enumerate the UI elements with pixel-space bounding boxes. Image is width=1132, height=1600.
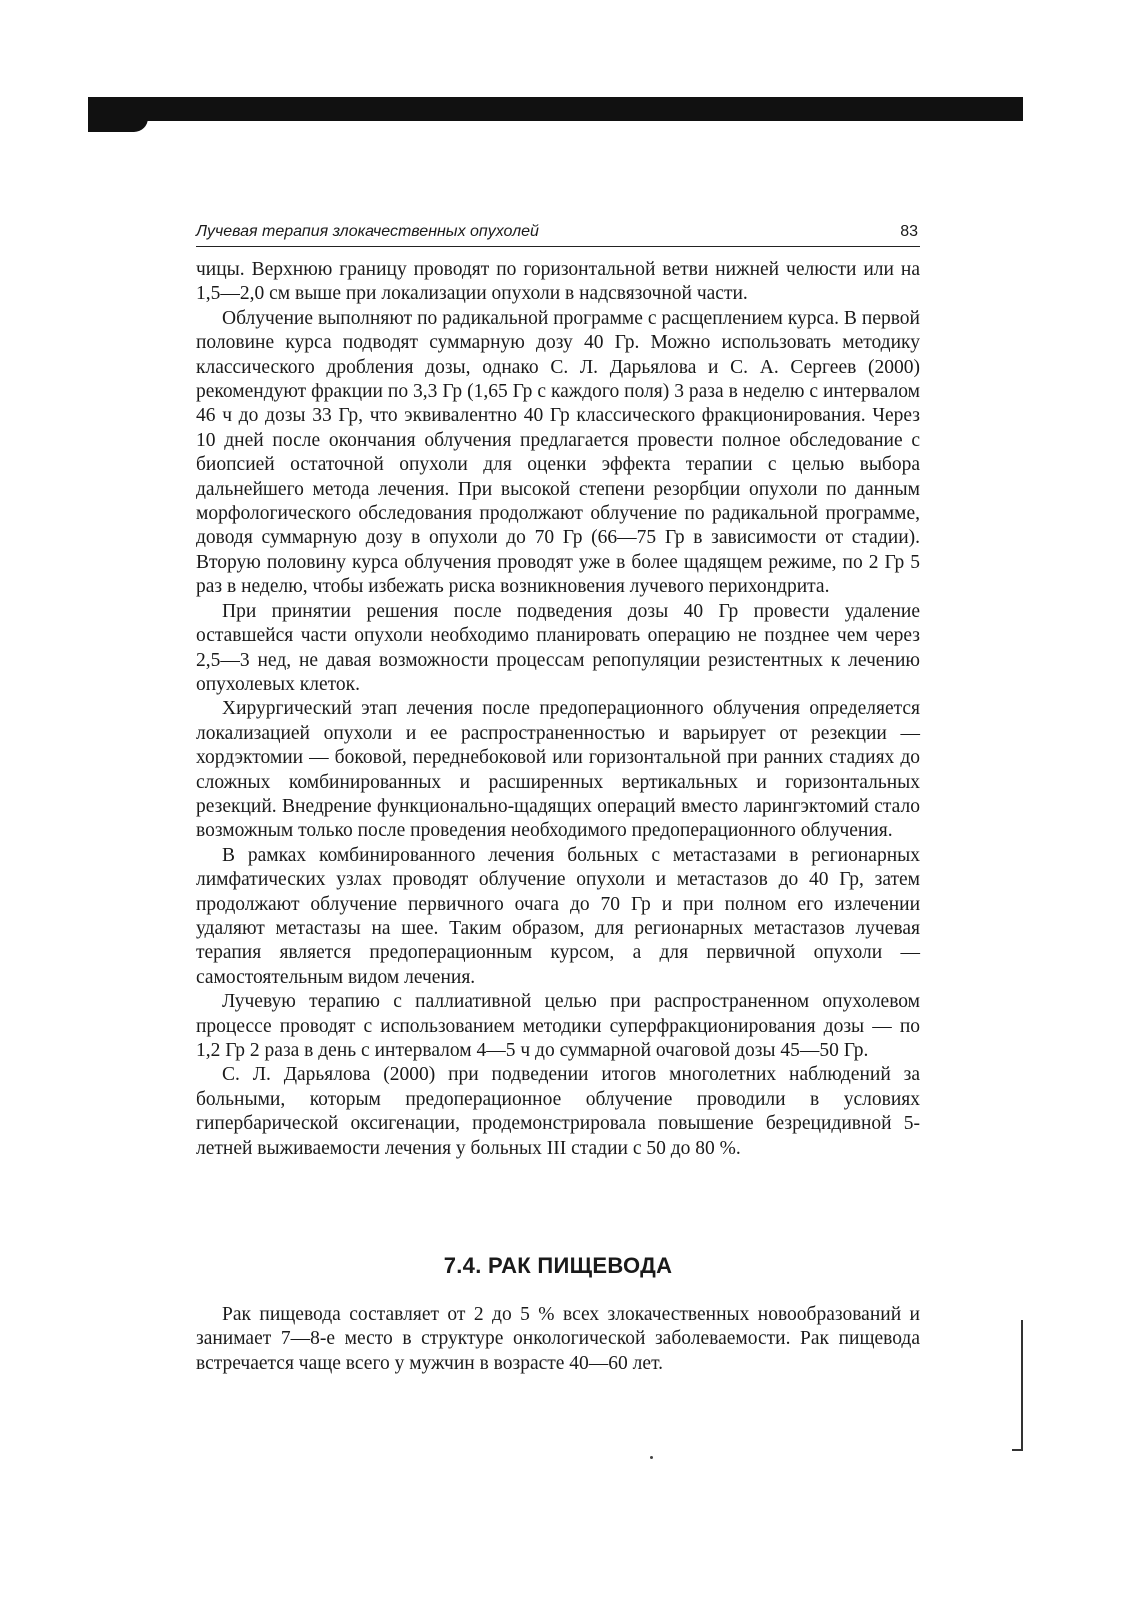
running-header	[196, 222, 920, 247]
top-decorative-bar	[88, 97, 1023, 121]
paragraph-5: В рамках комбинированного лечения больных с метастазами в регионарных лимфатических узлах проводят облучение опухоли и метастазов до 40 Гр, затем продолжают облучение первичного очага до 70 Гр и при полном его излечении удаляют метастазы на шее. Таким образом, для регионарных метастазов лучевая терапия является предоперационным курсом, а для первичной опухоли — самостоятельным видом лечения.	[196, 844, 920, 988]
section-paragraph-1: Рак пищевода составляет от 2 до 5 % всех злокачественных новообразований и занимает 7—8-е место в структуре онкологической заболеваемости. Рак пищевода встречается чаще всего у мужчин в возрасте 40—60 лет.	[196, 1304, 920, 1374]
paragraph-4: Хирургический этап лечения после предоперационного облучения определяется локализацией опухоли и ее распространенностью и варьирует от резекции — хордэктомии — боковой, переднебоковой или горизонтальной при ранних стадиях до сложных комбинированных и расширенных вертикальных и горизонтальных резекций. Внедрение функционально-щадящих операций вместо ларингэктомий стало возможным только после проведения необходимого предоперационного облучения.	[196, 698, 920, 842]
top-bar-notch	[88, 118, 148, 132]
section-body-text	[196, 1303, 920, 1376]
body-text	[196, 258, 920, 1161]
margin-scan-tick	[1012, 1449, 1023, 1451]
page-number: 83	[900, 223, 918, 240]
paragraph-2: Облучение выполняют по радикальной программе с расщеплением курса. В первой половине курса подводят суммарную дозу 40 Гр. Можно использовать методику классического дробления дозы, однако С. Л. Дарьялова и С. А. Сергеев (2000) рекомендуют фракции по 3,3 Гр (1,65 Гр с каждого поля) 3 раза в неделю с интервалом 46 ч до дозы 33 Гр, что эквивалентно 40 Гр классического фракционирования. Через 10 дней после окончания облучения предлагается провести полное обследование с биопсией остаточной опухоли для оценки эффекта терапии с целью выбора дальнейшего метода лечения. При высокой степени резорбции опухоли по данным морфологического обследования продолжают облучение по радикальной программе, доводя суммарную дозу в опухоли до 70 Гр (66—75 Гр в зависимости от стадии). Вторую половину курса облучения проводят уже в более щадящем режиме, по 2 Гр 5 раз в неделю, чтобы избежать риска возникновения лучевого перихондрита.	[196, 307, 920, 598]
section-heading: 7.4. РАК ПИЩЕВОДА	[443, 1253, 673, 1278]
paragraph-6: Лучевую терапию с паллиативной целью при распространенном опухолевом процессе проводят с использованием методики суперфракционирования дозы — по 1,2 Гр 2 раза в день с интервалом 4—5 ч до суммарной очаговой дозы 45—50 Гр.	[196, 991, 920, 1061]
margin-scan-line	[1021, 1320, 1023, 1450]
running-title: Лучевая терапия злокачественных опухолей	[196, 223, 539, 240]
paragraph-7: С. Л. Дарьялова (2000) при подведении итогов многолетних наблюдений за больными, которым предоперационное облучение проводили в условиях гипербарической оксигенации, продемонстрировала повышение безрецидивной 5-летней выживаемости лечения у больных III стадии с 50 до 80 %.	[196, 1064, 920, 1159]
paragraph-3: При принятии решения после подведения дозы 40 Гр провести удаление оставшейся части опухоли необходимо планировать операцию не позднее чем через 2,5—3 нед, не давая возможности процессам репопуляции резистентных к лечению опухолевых клеток.	[196, 600, 920, 695]
scan-speck	[650, 1456, 653, 1459]
paragraph-1: чицы. Верхнюю границу проводят по горизонтальной ветви нижней челюсти или на 1,5—2,0 см выше при локализации опухоли в надсвязочной части.	[196, 259, 920, 305]
